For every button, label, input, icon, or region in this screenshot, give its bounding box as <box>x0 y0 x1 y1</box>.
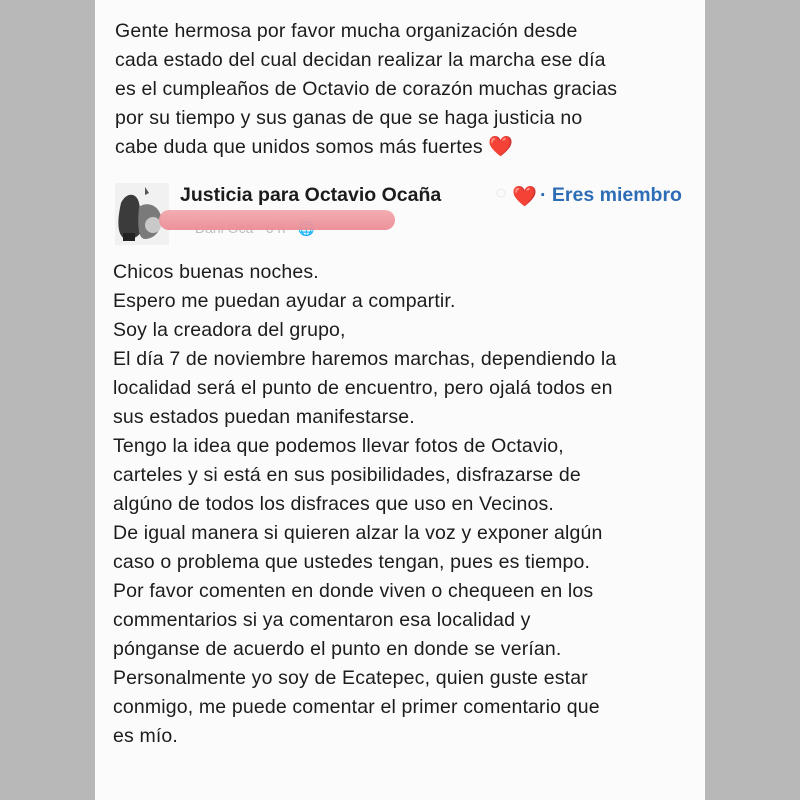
caption-line: Gente hermosa por favor mucha organización desde <box>115 20 578 42</box>
sparkle-icon: ○ <box>495 182 508 204</box>
post-line: Chicos buenas noches. <box>113 261 319 283</box>
post-line: Soy la creadora del grupo, <box>113 319 346 341</box>
heart-icon: ❤️ <box>488 136 514 158</box>
post-line: commentarios si ya comentaron esa localidad y <box>113 609 531 631</box>
post-line: Espero me puedan ayudar a compartir. <box>113 290 456 312</box>
post-line: Personalmente yo soy de Ecatepec, quien guste estar <box>113 667 588 689</box>
post-line: algúno de todos los disfraces que uso en Vecinos. <box>113 493 554 515</box>
member-status-link[interactable]: · Eres miembro <box>540 184 682 206</box>
redaction-mark <box>159 210 395 230</box>
shared-post-caption <box>115 17 705 162</box>
caption-line: por su tiempo y sus ganas de que se haga justicia no <box>115 107 583 129</box>
post-line: localidad será el punto de encuentro, pero ojalá todos en <box>113 377 613 399</box>
post-line: El día 7 de noviembre haremos marchas, dependiendo la <box>113 348 617 370</box>
caption-text: cabe duda que unidos somos más fuertes <box>115 136 483 158</box>
post-line: caso o problema que ustedes tengan, pues es tiempo. <box>113 551 591 573</box>
caption-line: cada estado del cual decidan realizar la marcha ese día <box>115 49 606 71</box>
post-panel <box>95 0 705 800</box>
post-line: pónganse de acuerdo el punto en donde se verían. <box>113 638 562 660</box>
post-line: De igual manera si quieren alzar la voz y exponer algún <box>113 522 603 544</box>
post-line: Tengo la idea que podemos llevar fotos de Octavio, <box>113 435 564 457</box>
caption-line-last <box>115 133 705 162</box>
post-line: es mío. <box>113 725 178 747</box>
post-line: sus estados puedan manifestarse. <box>113 406 415 428</box>
post-body <box>113 258 703 751</box>
group-name-link[interactable]: Justicia para Octavio Ocaña <box>180 184 442 206</box>
post-line: Por favor comenten en donde viven o chequeen en los <box>113 580 594 602</box>
heart-icon: ❤️ <box>512 186 537 208</box>
caption-line: es el cumpleaños de Octavio de corazón muchas gracias <box>115 78 618 100</box>
shared-post-header <box>115 180 705 250</box>
right-gray-margin <box>705 0 800 800</box>
post-line: conmigo, me puede comentar el primer comentario que <box>113 696 600 718</box>
post-line: carteles y si está en sus posibilidades, disfrazarse de <box>113 464 581 486</box>
left-gray-margin <box>0 0 95 800</box>
